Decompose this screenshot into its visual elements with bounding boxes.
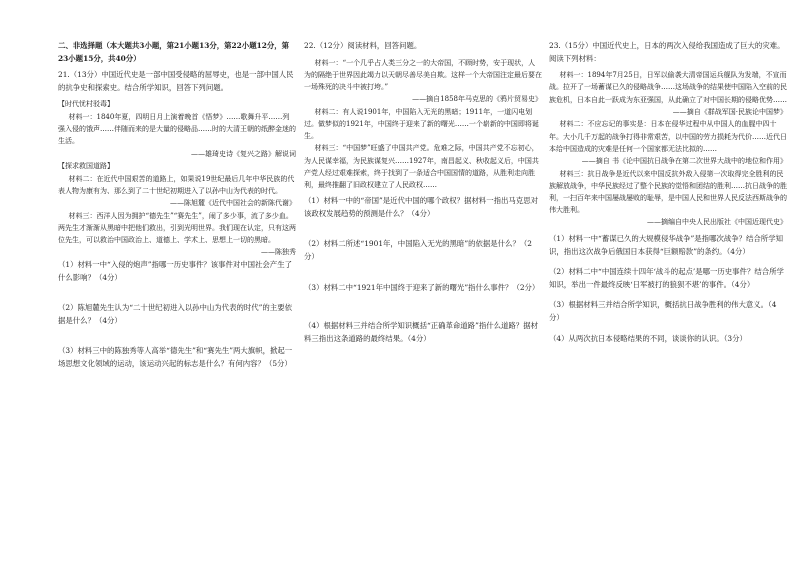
q21-material-2: 材料二：在近代中国艰苦的道路上，如果说19世纪最后几年中华民族的代表人物为康有为、那么到了二十世纪初期进入了以孙中山为代表的时代。: [58, 174, 295, 195]
q21-sub-3: （3）材料三中的陈独秀等人高举“德先生”和“赛先生”两大旗帜，掀起一场思想文化领域的运动，该运动兴起的标志是什么？有何内容？（5分）: [58, 346, 293, 368]
q21-material-1: 材料一：1840年夏，四明日月上演着晚首《悟梦》……歌舞升平……列强入侵的饿声……伴随而来的是大量的侵略品……时的大清王朝的纸醉金迷的生活。: [58, 112, 296, 146]
q23-sub-4: （4）从两次抗日本侵略结果的不同，谈谈你的认识。（3分）: [549, 333, 747, 343]
q21-material-2-source: ——陈旭麓《近代中国社会的新陈代谢》: [170, 199, 296, 208]
q21-stem: 21.（13分）中国近代史是一部中国受侵略的屈辱史，也是一部中国人民的抗争史和探索史。结合所学知识，回答下列问题。: [58, 70, 294, 92]
section-title: 二、非选择题（本大题共3小题，第21小题13分，第22小题12分，第23小题15分，共40分）: [58, 41, 290, 63]
q23-material-2-source: ——摘自 书《论中国抗日战争在第二次世界大战中的地位和作用》: [581, 157, 787, 165]
q22-sub-1: （1）材料一中的“帝国”是近代中国的哪个政权？据材料一指出马克思对该政权发展趋势的预测是什么？（4分）: [304, 196, 538, 218]
q23-material-2: 材料二：不应忘记的事实是：日本在侵华过程中从中国人的血腥中四十年。大小几千万起的战争打得非常艰苦，以中国的劳力损耗为代价……近代日本给中国造成的灾难是任何一个国家都无法比拟的……: [549, 120, 787, 153]
q22-material-3: 材料三：“中国梦”旺盛了中国共产党。危难之际，中国共产党不忘初心，为人民谋幸福，为民族谋复兴……1927年，南昌起义、秋收起义后，中国共产党人经过艰难探索，终于找到了一条适合中国国情的道路，从胜利走向胜利，最终推翻了旧政权建立了人民政权……: [304, 144, 539, 190]
q22-sub-2: （2）材料二所述“1901年，中国陷入无光的黑暗”的依据是什么？（2分）: [304, 239, 532, 261]
q23-material-1-source: ——摘自《群战军国·民族论中国梦》: [672, 107, 787, 116]
q21-tag1: 【时代忧村驳毒】: [58, 100, 114, 109]
q21-material-1-source: ——雄琦史诗《复兴之路》解说词: [191, 149, 296, 158]
q23-material-3-source: ——摘编自中央人民出版社《中国近现代史》: [647, 218, 787, 227]
q23-sub-3: （3）根据材料三并结合所学知识，概括抗日战争胜利的伟大意义。（4分）: [549, 300, 777, 322]
q23-sub-2: （2）材料二中“中国连续十四年‘战斗的起点’是哪一历史事件？结合所学知识，举出一件最终反映‘日军被打的狼狈不堪’的事件。（4分）: [549, 267, 784, 289]
q23-stem: 23.（15分）中国近代史上，日本的两次入侵给我国造成了巨大的灾难。阅读下列材料：: [549, 41, 785, 63]
q22-material-1: 材料一：“一个几乎占人类三分之一的大帝国，不顾时势，安于现状，人为的隔绝于世界因此竭力以天朝尽善尽美自欺。这样一个大帝国注定最后要在一场殊死的决斗中被打垮。”: [304, 58, 542, 91]
q21-material-3: 材料三：西洋人因为拥护“德先生”“赛先生”，闹了多少事，流了多少血。两先生才渐渐从黑暗中把他们救出，引到光明世界。我们现在认定，只有这两位先生，可以救治中国政治上、道德上、学术上、思想上一切的黑暗。: [58, 211, 296, 245]
column-middle: [304, 40, 542, 345]
column-right: [549, 40, 787, 345]
q22-sub-3: （3）材料二中“1921年中国终于迎来了新的曙光”指什么事件？（2分）: [304, 282, 540, 292]
column-left: [58, 40, 296, 371]
q23-material-1: 材料一：1894年7月25日，日军以偷袭大清帝国运兵舰队为发端，不宣而战。拉开了一场蓄谋已久的侵略战争……这场战争的结果使中国陷入空前的民族危机，日本自此一跃成为东亚强国，从此确立了对中国长期的侵略优势……: [549, 71, 787, 104]
q23-sub-1: （1）材料一中“蓄谋已久的大规模侵华战争”是指哪次战争？结合所学知识，指出这次战争后俄国日本获得“巨额赔款”的条约。（4分）: [549, 234, 783, 256]
q22-stem: 22.（12分）阅读材料，回答问题。: [304, 41, 422, 50]
q21-tag2: 【探求救国道路】: [58, 162, 114, 171]
q22-sub-4: （4）根据材料三并结合所学知识概括“正确革命道路”指什么道路？据材料三指出这条道路的最终结果。（4分）: [304, 321, 538, 343]
q21-sub-1: （1）材料一中“入侵的炮声”指哪一历史事件？该事件对中国社会产生了什么影响？（4分）: [58, 259, 292, 282]
q22-material-2: 材料二：有人说1901年，中国陷入无光的黑暗；1911年，一道闪电划过。做梦似的1921年，中国终于迎来了新的曙光……一个崭新的中国即将诞生。: [304, 107, 539, 141]
q21-sub-2: （2）陈旭麓先生认为“二十世纪初进入以孙中山为代表的时代”的主要依据是什么？（4分）: [58, 303, 292, 325]
q21-material-3-source: ——陈独秀: [261, 248, 296, 257]
q23-material-3: 材料三：抗日战争是近代以来中国反抗外敌入侵第一次取得完全胜利的民族解放战争，中华民族经过了整个民族的觉悟和团结的胜利……抗日战争的胜利，一扫百年来中国屡战屡败的耻辱，是中国人民和世界人民反法西斯战争的伟大胜利。: [549, 169, 787, 215]
q22-material-1-source: ——摘自1858年马克思的《鸦片贸易史》: [412, 95, 542, 104]
